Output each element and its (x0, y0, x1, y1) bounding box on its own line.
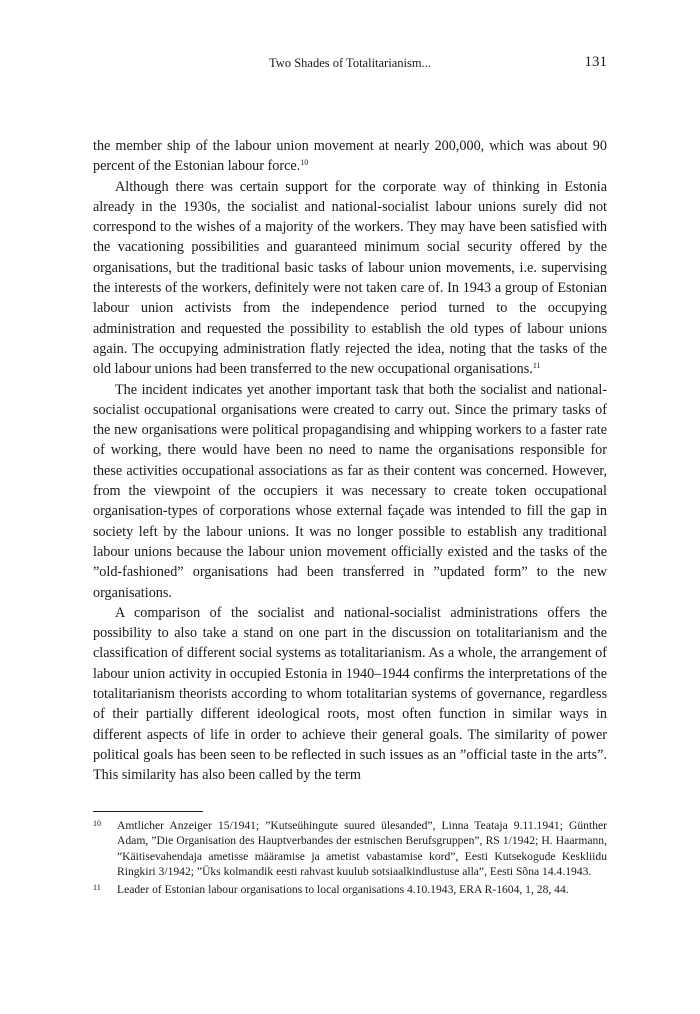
paragraph-4 (93, 603, 607, 786)
running-title: Two Shades of Totalitarianism... (269, 56, 431, 70)
paragraph-1 (93, 136, 607, 177)
paragraph-text: The incident indicates yet another important task that both the socialist and national-socialist occupational organisations were created to carry out. Since the primary tasks of the new organisations were political propagandising and whipping workers to a faster rate of working, there would have been no need to name the organisations responsible for these activities occupational associations as far as their content was concerned. However, from the viewpoint of the occupiers it was necessary to create token occupational organisation-types of corporations whose external façade was intended to fill the gap in society left by the labour unions. It was no longer possible to establish any traditional labour unions because the labour union movement officially existed and the tasks of the ”old-fashioned” organisations had been transferred in ”updated form” to the new organisations. (93, 381, 607, 601)
running-header (0, 54, 700, 74)
body-text (93, 136, 607, 786)
footnote-number: 10 (93, 819, 101, 828)
footnote-ref-11[interactable]: 11 (532, 361, 541, 371)
paragraph-2 (93, 177, 607, 380)
page-number: 131 (584, 54, 607, 70)
footnote-ref-10[interactable]: 10 (300, 158, 309, 168)
paragraph-text: Although there was certain support for the corporate way of thinking in Estonia already in the 1930s, the socialist and national-socialist labour unions surely did not correspond to the wishes of a majority of the workers. They may have been satisfied with the vacationing possibilities and guaranteed minimum social security offered by the organisations, but the traditional basic tasks of labour union movements, i.e. supervising the interests of the workers, definitely were not taken care of. In 1943 a group of Estonian labour union activists from the independence period turned to the occupying administration and requested the possibility to establish the old types of labour unions again. The occupying administration flatly rejected the idea, noting that the tasks of the old labour unions had been transferred to the new occupational organisations. (93, 178, 607, 378)
footnote-11 (93, 882, 607, 897)
footnote-text: Leader of Estonian labour organisations to local organisations 4.10.1943, ERA R-1604, 1, 28, 44. (117, 882, 569, 896)
paragraph-text: the member ship of the labour union movement at nearly 200,000, which was about 90 percent of the Estonian labour force. (93, 138, 607, 175)
paragraph-3 (93, 380, 607, 603)
paragraph-text: A comparison of the socialist and national-socialist administrations offers the possibility to also take a stand on one part in the discussion on totalitarianism and the classification of different social systems as totalitarianism. As a whole, the arrangement of labour union activity in occupied Estonia in 1940–1944 confirms the interpretations of the totalitarianism theorists according to whom totalitarian systems of governance, regardless of their partially different ideological roots, most often function in similar ways in different aspects of life in order to achieve their general goals. The similarity of power political goals has been seen to be reflected in such issues as an ”official taste in the arts”. This similarity has also been called by the term (93, 604, 607, 784)
footnote-number: 11 (93, 882, 101, 892)
footnote-10 (93, 818, 607, 880)
footnotes (93, 818, 607, 899)
footnote-text: Amtlicher Anzeiger 15/1941; ”Kutseühingute suured ülesanded”, Linna Teataja 9.11.1941; Günther Adam, ”Die Organisation des Hauptverbandes der estnischen Berufsgruppen”, RS 1/1942; H. Haarmann, ”Käitisevahendaja ametisse määramise ja ametist vabastamise kord”, Eesti Kutsekogude Keskliidu Ringkiri 3/1942; ”Üks kolmandik eesti rahvast kuulub sotsiaalkindlustuse alla”, Eesti Sõna 14.4.1943. (117, 819, 607, 879)
footnote-divider (93, 811, 203, 812)
